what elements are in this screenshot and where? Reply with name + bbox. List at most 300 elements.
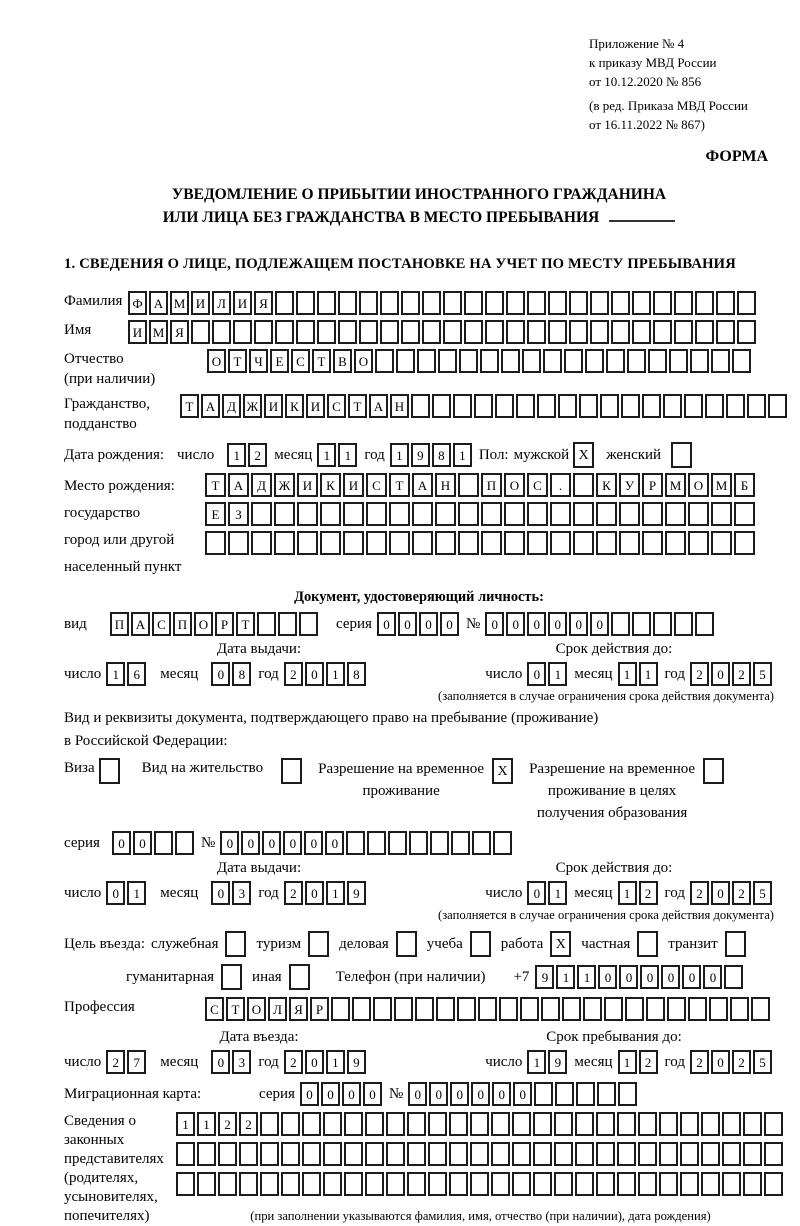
char-box[interactable] [596,1112,615,1136]
char-box[interactable] [359,320,378,344]
char-box[interactable]: 0 [711,881,730,905]
char-box[interactable]: 0 [527,881,546,905]
char-box[interactable]: Т [312,349,331,373]
char-box[interactable]: 0 [429,1082,448,1106]
char-box[interactable]: О [688,473,709,497]
char-box[interactable]: . [550,473,571,497]
purpose-business-checkbox[interactable] [396,931,417,957]
char-box[interactable] [481,502,502,526]
char-box[interactable] [743,1172,762,1196]
char-box[interactable] [617,1172,636,1196]
char-box[interactable]: 2 [732,662,751,686]
char-box[interactable] [764,1172,783,1196]
char-box[interactable]: 0 [211,1050,230,1074]
char-box[interactable] [751,997,770,1021]
char-box[interactable] [197,1172,216,1196]
char-box[interactable]: 0 [283,831,302,855]
char-box[interactable] [417,349,436,373]
char-box[interactable] [257,612,276,636]
char-box[interactable]: 0 [548,612,567,636]
char-box[interactable]: 1 [548,881,567,905]
char-box[interactable] [550,531,571,555]
char-box[interactable] [642,394,661,418]
char-box[interactable] [375,349,394,373]
char-box[interactable] [688,502,709,526]
char-box[interactable]: 0 [450,1082,469,1106]
char-box[interactable]: 1 [548,662,567,686]
char-box[interactable]: 0 [325,831,344,855]
char-box[interactable] [366,531,387,555]
char-box[interactable] [239,1172,258,1196]
char-box[interactable]: 2 [639,1050,658,1074]
char-box[interactable]: М [170,291,189,315]
char-box[interactable]: С [527,473,548,497]
char-box[interactable]: 0 [305,881,324,905]
char-box[interactable] [590,291,609,315]
char-box[interactable] [472,831,491,855]
char-box[interactable]: 1 [317,443,336,467]
purpose-humanitarian-checkbox[interactable] [221,964,242,990]
char-box[interactable]: 0 [112,831,131,855]
char-box[interactable] [396,349,415,373]
char-box[interactable] [665,502,686,526]
char-box[interactable] [516,394,535,418]
char-box[interactable]: 1 [326,1050,345,1074]
char-box[interactable]: 0 [640,965,659,989]
char-box[interactable] [659,1172,678,1196]
char-box[interactable] [478,997,497,1021]
purpose-tourism-checkbox[interactable] [308,931,329,957]
char-box[interactable]: 0 [363,1082,382,1106]
char-box[interactable]: Б [734,473,755,497]
char-box[interactable] [317,291,336,315]
char-box[interactable] [352,997,371,1021]
char-box[interactable] [548,320,567,344]
char-box[interactable] [684,394,703,418]
char-box[interactable]: 1 [639,662,658,686]
char-box[interactable] [389,502,410,526]
char-box[interactable] [275,291,294,315]
char-box[interactable]: 2 [284,881,303,905]
char-box[interactable] [512,1112,531,1136]
char-box[interactable] [642,502,663,526]
char-box[interactable] [724,965,743,989]
char-box[interactable]: 0 [590,612,609,636]
male-checkbox[interactable]: X [573,442,594,468]
char-box[interactable] [297,502,318,526]
char-box[interactable]: А [369,394,388,418]
char-box[interactable] [323,1172,342,1196]
char-box[interactable]: С [366,473,387,497]
char-box[interactable] [569,320,588,344]
char-box[interactable] [680,1142,699,1166]
char-box[interactable] [743,1112,762,1136]
char-box[interactable] [432,394,451,418]
char-box[interactable] [743,1142,762,1166]
char-box[interactable]: 0 [703,965,722,989]
char-box[interactable] [470,1172,489,1196]
char-box[interactable]: К [596,473,617,497]
char-box[interactable] [343,531,364,555]
char-box[interactable] [470,1142,489,1166]
char-box[interactable] [274,531,295,555]
char-box[interactable] [659,1142,678,1166]
char-box[interactable] [218,1172,237,1196]
char-box[interactable] [611,612,630,636]
char-box[interactable]: 0 [241,831,260,855]
char-box[interactable]: 1 [106,662,125,686]
char-box[interactable] [617,1112,636,1136]
char-box[interactable]: 8 [432,443,451,467]
char-box[interactable] [674,291,693,315]
char-box[interactable] [569,291,588,315]
char-box[interactable]: О [504,473,525,497]
char-box[interactable] [520,997,539,1021]
char-box[interactable]: 0 [513,1082,532,1106]
char-box[interactable]: 3 [232,1050,251,1074]
char-box[interactable] [491,1112,510,1136]
char-box[interactable] [632,612,651,636]
char-box[interactable] [438,349,457,373]
char-box[interactable] [435,502,456,526]
char-box[interactable]: Р [642,473,663,497]
char-box[interactable]: 2 [284,662,303,686]
char-box[interactable] [596,531,617,555]
char-box[interactable]: 2 [690,881,709,905]
char-box[interactable]: 0 [304,831,323,855]
char-box[interactable] [415,997,434,1021]
char-box[interactable] [695,320,714,344]
char-box[interactable] [638,1112,657,1136]
char-box[interactable] [688,531,709,555]
char-box[interactable]: 8 [347,662,366,686]
char-box[interactable]: 7 [127,1050,146,1074]
char-box[interactable]: Я [170,320,189,344]
char-box[interactable]: 2 [690,1050,709,1074]
char-box[interactable] [344,1142,363,1166]
char-box[interactable] [191,320,210,344]
char-box[interactable] [716,291,735,315]
char-box[interactable] [543,349,562,373]
char-box[interactable]: 1 [197,1112,216,1136]
char-box[interactable]: И [343,473,364,497]
char-box[interactable] [648,349,667,373]
char-box[interactable] [618,1082,637,1106]
char-box[interactable]: 9 [411,443,430,467]
char-box[interactable]: 6 [127,662,146,686]
char-box[interactable]: 2 [248,443,267,467]
char-box[interactable] [501,349,520,373]
char-box[interactable]: 0 [492,1082,511,1106]
char-box[interactable]: 1 [453,443,472,467]
char-box[interactable] [716,320,735,344]
char-box[interactable] [730,997,749,1021]
char-box[interactable] [197,1142,216,1166]
char-box[interactable] [734,531,755,555]
char-box[interactable] [422,291,441,315]
char-box[interactable]: 1 [326,881,345,905]
char-box[interactable] [449,1142,468,1166]
char-box[interactable]: Л [268,997,287,1021]
char-box[interactable]: 0 [377,612,396,636]
char-box[interactable] [299,612,318,636]
purpose-work-checkbox[interactable]: X [550,931,571,957]
char-box[interactable] [564,349,583,373]
char-box[interactable] [453,394,472,418]
char-box[interactable]: 2 [284,1050,303,1074]
purpose-study-checkbox[interactable] [470,931,491,957]
char-box[interactable]: А [149,291,168,315]
char-box[interactable] [550,502,571,526]
char-box[interactable] [481,531,502,555]
char-box[interactable] [711,531,732,555]
char-box[interactable] [688,997,707,1021]
char-box[interactable]: 5 [753,881,772,905]
char-box[interactable] [212,320,231,344]
char-box[interactable] [638,1172,657,1196]
char-box[interactable] [522,349,541,373]
char-box[interactable]: О [247,997,266,1021]
purpose-private-checkbox[interactable] [637,931,658,957]
char-box[interactable]: Т [180,394,199,418]
char-box[interactable] [619,531,640,555]
char-box[interactable]: Д [222,394,241,418]
char-box[interactable] [458,502,479,526]
char-box[interactable] [485,320,504,344]
char-box[interactable] [428,1142,447,1166]
char-box[interactable] [412,502,433,526]
char-box[interactable] [296,320,315,344]
char-box[interactable] [331,997,350,1021]
char-box[interactable] [617,1142,636,1166]
char-box[interactable] [627,349,646,373]
char-box[interactable]: Д [251,473,272,497]
char-box[interactable] [302,1142,321,1166]
char-box[interactable]: У [619,473,640,497]
char-box[interactable]: 0 [471,1082,490,1106]
char-box[interactable] [764,1112,783,1136]
char-box[interactable] [722,1112,741,1136]
char-box[interactable] [504,531,525,555]
char-box[interactable]: С [152,612,171,636]
char-box[interactable] [548,291,567,315]
char-box[interactable] [233,320,252,344]
char-box[interactable] [512,1172,531,1196]
char-box[interactable] [394,997,413,1021]
char-box[interactable]: 9 [548,1050,567,1074]
char-box[interactable] [459,349,478,373]
char-box[interactable]: 0 [133,831,152,855]
char-box[interactable] [653,320,672,344]
char-box[interactable] [705,394,724,418]
char-box[interactable]: М [149,320,168,344]
char-box[interactable] [604,997,623,1021]
char-box[interactable] [176,1172,195,1196]
char-box[interactable] [533,1142,552,1166]
purpose-transit-checkbox[interactable] [725,931,746,957]
char-box[interactable]: Т [348,394,367,418]
char-box[interactable] [443,320,462,344]
char-box[interactable] [176,1142,195,1166]
char-box[interactable] [386,1142,405,1166]
char-box[interactable]: С [327,394,346,418]
char-box[interactable]: Р [310,997,329,1021]
char-box[interactable] [175,831,194,855]
char-box[interactable] [596,502,617,526]
char-box[interactable] [558,394,577,418]
char-box[interactable] [669,349,688,373]
char-box[interactable] [491,1172,510,1196]
char-box[interactable] [457,997,476,1021]
purpose-other-checkbox[interactable] [289,964,310,990]
char-box[interactable] [366,502,387,526]
char-box[interactable] [506,291,525,315]
char-box[interactable] [260,1112,279,1136]
char-box[interactable] [251,531,272,555]
char-box[interactable] [562,997,581,1021]
char-box[interactable]: 1 [227,443,246,467]
char-box[interactable] [695,612,714,636]
char-box[interactable] [411,394,430,418]
char-box[interactable] [317,320,336,344]
char-box[interactable] [711,349,730,373]
char-box[interactable] [493,831,512,855]
char-box[interactable] [260,1142,279,1166]
char-box[interactable] [428,1172,447,1196]
char-box[interactable] [302,1172,321,1196]
char-box[interactable]: 2 [732,881,751,905]
char-box[interactable] [401,291,420,315]
char-box[interactable] [533,1112,552,1136]
char-box[interactable] [401,320,420,344]
char-box[interactable] [504,502,525,526]
char-box[interactable] [701,1172,720,1196]
char-box[interactable] [646,997,665,1021]
char-box[interactable] [527,502,548,526]
char-box[interactable] [436,997,455,1021]
char-box[interactable] [575,1142,594,1166]
char-box[interactable] [365,1142,384,1166]
char-box[interactable] [320,502,341,526]
char-box[interactable] [218,1142,237,1166]
char-box[interactable] [642,531,663,555]
char-box[interactable] [611,320,630,344]
char-box[interactable] [722,1172,741,1196]
char-box[interactable]: 0 [527,612,546,636]
char-box[interactable] [680,1172,699,1196]
char-box[interactable] [541,997,560,1021]
char-box[interactable] [278,612,297,636]
char-box[interactable] [296,291,315,315]
char-box[interactable]: 0 [419,612,438,636]
char-box[interactable] [621,394,640,418]
char-box[interactable]: 2 [690,662,709,686]
char-box[interactable]: Т [389,473,410,497]
char-box[interactable] [430,831,449,855]
char-box[interactable]: К [320,473,341,497]
char-box[interactable]: К [285,394,304,418]
char-box[interactable]: 1 [556,965,575,989]
char-box[interactable]: В [333,349,352,373]
char-box[interactable]: 1 [390,443,409,467]
char-box[interactable]: З [228,502,249,526]
char-box[interactable]: С [291,349,310,373]
char-box[interactable]: 9 [347,881,366,905]
char-box[interactable] [428,1112,447,1136]
char-box[interactable]: 0 [711,662,730,686]
char-box[interactable] [554,1142,573,1166]
char-box[interactable] [464,291,483,315]
char-box[interactable] [632,291,651,315]
char-box[interactable] [734,502,755,526]
char-box[interactable]: 1 [618,1050,637,1074]
char-box[interactable] [611,291,630,315]
char-box[interactable]: Ж [243,394,262,418]
char-box[interactable]: 9 [347,1050,366,1074]
char-box[interactable] [737,320,756,344]
char-box[interactable] [554,1172,573,1196]
char-box[interactable] [701,1112,720,1136]
char-box[interactable]: И [297,473,318,497]
char-box[interactable] [533,1172,552,1196]
char-box[interactable]: М [665,473,686,497]
char-box[interactable] [527,291,546,315]
char-box[interactable] [499,997,518,1021]
char-box[interactable]: Н [435,473,456,497]
char-box[interactable] [254,320,273,344]
char-box[interactable] [386,1112,405,1136]
char-box[interactable]: И [191,291,210,315]
char-box[interactable] [722,1142,741,1166]
char-box[interactable] [449,1112,468,1136]
char-box[interactable]: 0 [682,965,701,989]
char-box[interactable] [346,831,365,855]
char-box[interactable]: 0 [408,1082,427,1106]
char-box[interactable] [365,1112,384,1136]
char-box[interactable] [527,531,548,555]
residence-permit-checkbox[interactable] [281,758,302,784]
char-box[interactable] [281,1172,300,1196]
char-box[interactable] [344,1112,363,1136]
char-box[interactable] [491,1142,510,1166]
char-box[interactable]: И [128,320,147,344]
char-box[interactable]: Н [390,394,409,418]
char-box[interactable]: Л [212,291,231,315]
char-box[interactable]: 0 [506,612,525,636]
char-box[interactable] [451,831,470,855]
char-box[interactable] [726,394,745,418]
char-box[interactable]: 0 [305,1050,324,1074]
char-box[interactable] [343,502,364,526]
char-box[interactable]: 5 [753,662,772,686]
char-box[interactable]: 2 [732,1050,751,1074]
char-box[interactable] [527,320,546,344]
char-box[interactable] [470,1112,489,1136]
char-box[interactable] [373,997,392,1021]
char-box[interactable]: 1 [326,662,345,686]
char-box[interactable] [407,1172,426,1196]
char-box[interactable] [302,1112,321,1136]
char-box[interactable] [412,531,433,555]
char-box[interactable] [597,1082,616,1106]
char-box[interactable]: О [354,349,373,373]
char-box[interactable]: И [264,394,283,418]
char-box[interactable] [338,291,357,315]
char-box[interactable] [407,1142,426,1166]
char-box[interactable]: Т [236,612,255,636]
char-box[interactable]: 0 [440,612,459,636]
char-box[interactable]: С [205,997,224,1021]
